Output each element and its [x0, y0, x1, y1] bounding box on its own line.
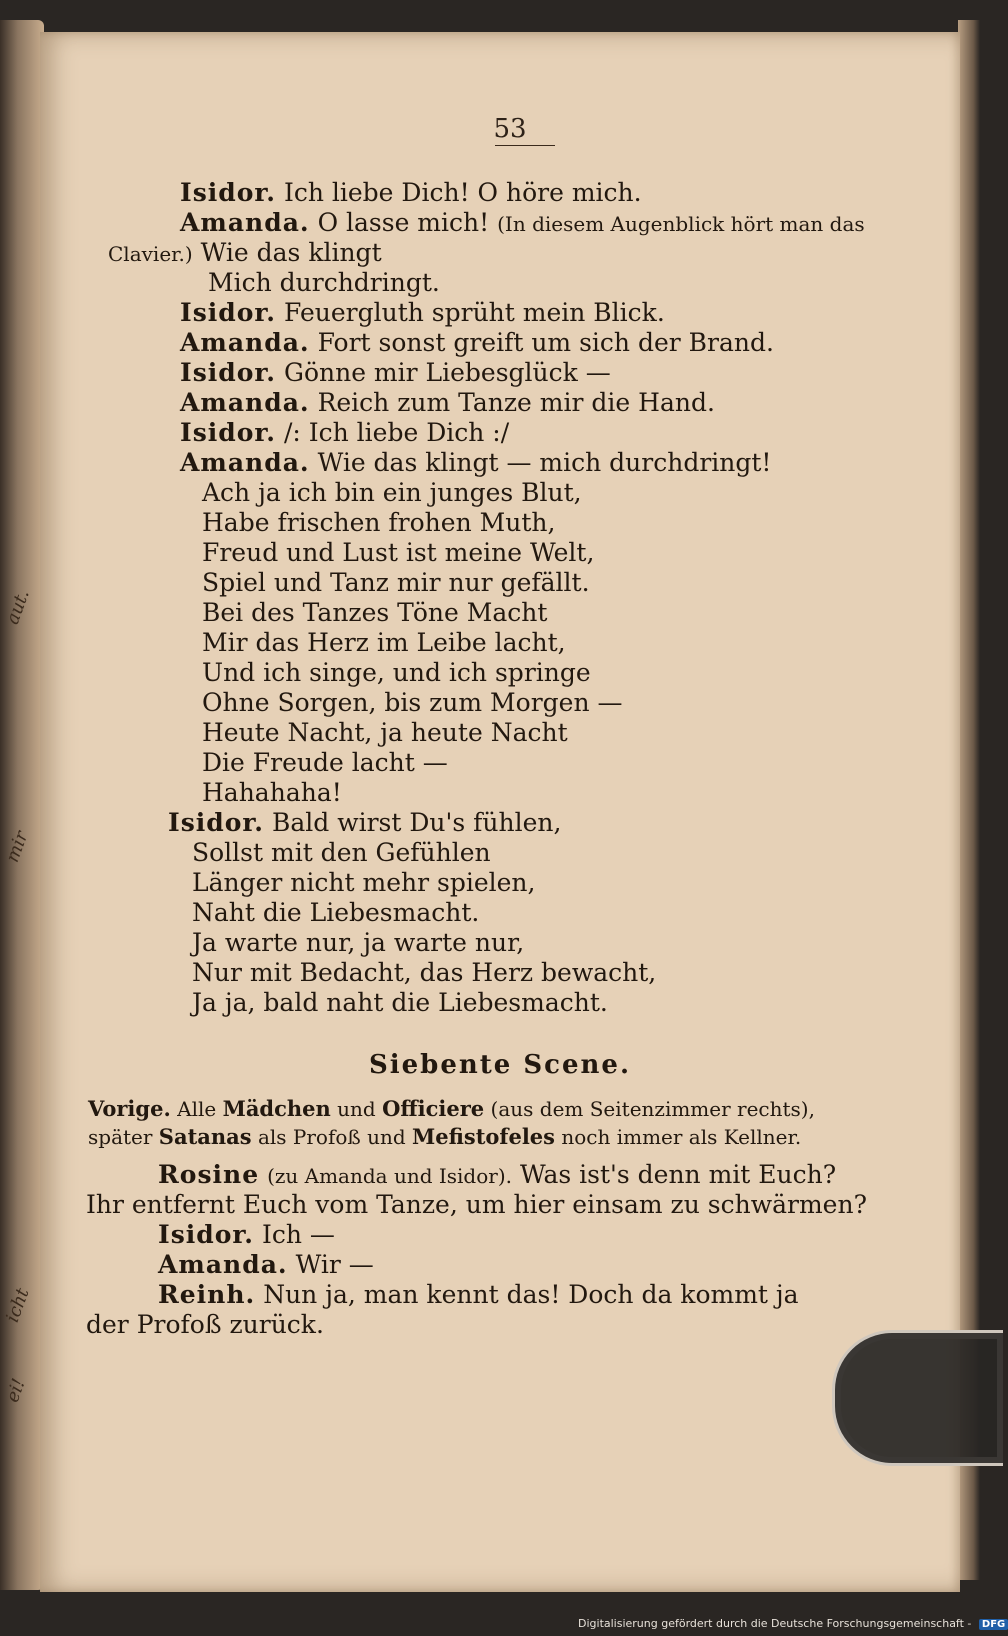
verse-line: Und ich singe, und ich springe — [202, 658, 591, 687]
verse-line: Ach ja ich bin ein junges Blut, — [202, 478, 582, 507]
stage-role: Vorige. — [88, 1096, 171, 1121]
dialogue-line — [158, 1250, 374, 1280]
stage-role: Mefistofeles — [412, 1124, 555, 1149]
dialogue-text: /: Ich liebe Dich :/ — [283, 418, 510, 447]
dialogue-text: Wie das klingt — [200, 238, 382, 267]
dialogue-line — [158, 1160, 836, 1191]
verse-line: Länger nicht mehr spielen, — [192, 868, 536, 897]
left-page-fragment: aut. — [2, 586, 34, 628]
verse-line: Ja ja, bald naht die Liebesmacht. — [192, 988, 608, 1017]
speaker-name: Isidor. — [180, 298, 277, 327]
stage-text: Alle — [177, 1097, 217, 1121]
page-number-rule — [495, 145, 555, 146]
left-page-fragment: mir — [2, 828, 33, 866]
left-page-fragment: icht — [2, 1285, 34, 1326]
speaker-name: Isidor. — [180, 178, 277, 207]
dialogue-line — [180, 298, 665, 328]
dialogue-line: der Profoß zurück. — [86, 1310, 324, 1339]
verse-line: Spiel und Tanz mir nur gefällt. — [202, 568, 590, 597]
verse-line: Ohne Sorgen, bis zum Morgen — — [202, 688, 623, 717]
verse-line: Hahahaha! — [202, 778, 342, 807]
verse-line: Habe frischen frohen Muth, — [202, 508, 556, 537]
verse-line: Bei des Tanzes Töne Macht — [202, 598, 548, 627]
dialogue-text: Wie das klingt — mich durchdringt! — [317, 448, 772, 477]
speaker-name: Isidor. — [158, 1220, 255, 1249]
left-page-fragment: ei! — [2, 1375, 30, 1406]
stage-direction — [88, 1122, 801, 1152]
stage-text: noch immer als Kellner. — [561, 1125, 802, 1149]
verse-line: Die Freude lacht — — [202, 748, 448, 777]
speaker-name: Isidor. — [180, 418, 277, 447]
speaker-name: Rosine — [158, 1160, 260, 1189]
speaker-name: Amanda. — [180, 388, 310, 417]
dialogue-text: Reich zum Tanze mir die Hand. — [317, 388, 715, 417]
stage-role: Satanas — [158, 1124, 252, 1149]
verse-line: Sollst mit den Gefühlen — [192, 838, 491, 867]
dialogue-line — [180, 328, 774, 358]
verse-line: Freud und Lust ist meine Welt, — [202, 538, 595, 567]
dialogue-line — [168, 808, 561, 838]
dialogue-text: Feuergluth sprüht mein Blick. — [283, 298, 665, 327]
stage-direction: (In diesem Augenblick hört man das — [497, 212, 865, 236]
speaker-name: Amanda. — [180, 208, 310, 237]
dialogue-text: Ich liebe Dich! O höre mich. — [283, 178, 642, 207]
left-page-edge — [0, 20, 44, 1590]
footer-text: Digitalisierung gefördert durch die Deutsche Forschungsgemeinschaft - — [578, 1617, 972, 1630]
dialogue-line — [180, 448, 771, 478]
stage-direction — [88, 1094, 815, 1124]
stage-text: (aus dem Seitenzimmer rechts), — [490, 1097, 815, 1121]
dialogue-line: Ihr entfernt Euch vom Tanze, um hier einsam zu schwärmen? — [86, 1190, 867, 1219]
stage-role: Mädchen — [222, 1096, 331, 1121]
digitization-footer — [578, 1617, 1008, 1630]
verse-line: Mir das Herz im Leibe lacht, — [202, 628, 566, 657]
speaker-name: Amanda. — [180, 448, 310, 477]
verse-line: Naht die Liebesmacht. — [192, 898, 480, 927]
dialogue-text: Fort sonst greift um sich der Brand. — [317, 328, 774, 357]
speaker-name: Isidor. — [180, 358, 277, 387]
speaker-name: Reinh. — [158, 1280, 256, 1309]
verse-line: Heute Nacht, ja heute Nacht — [202, 718, 568, 747]
stage-direction: (zu Amanda und Isidor). — [267, 1164, 512, 1188]
dialogue-line — [180, 358, 611, 388]
page-clip — [832, 1330, 1003, 1466]
stage-text: später — [88, 1125, 153, 1149]
stage-text: und — [337, 1097, 376, 1121]
speaker-name: Amanda. — [158, 1250, 288, 1279]
dialogue-line — [180, 388, 715, 418]
dfg-logo: DFG — [979, 1619, 1008, 1630]
dialogue-text: Ich — — [261, 1220, 335, 1249]
verse-line: Ja warte nur, ja warte nur, — [192, 928, 525, 957]
dialogue-text: Bald wirst Du's fühlen, — [271, 808, 562, 837]
dialogue-text: Wir — — [295, 1250, 374, 1279]
scene-heading: Siebente Scene. — [368, 1050, 632, 1080]
dialogue-text: Mich durchdringt. — [208, 268, 440, 297]
dialogue-text: Was ist's denn mit Euch? — [519, 1160, 837, 1189]
page-number: 53 — [493, 114, 527, 144]
dialogue-text: Gönne mir Liebesglück — — [283, 358, 611, 387]
stage-role: Officiere — [382, 1096, 485, 1121]
dialogue-line — [180, 208, 865, 239]
dialogue-line — [158, 1280, 799, 1310]
dialogue-line — [158, 1220, 335, 1250]
dialogue-text: O lasse mich! — [317, 208, 490, 237]
stage-direction: Clavier.) — [108, 242, 193, 266]
speaker-name: Amanda. — [180, 328, 310, 357]
dialogue-line — [108, 238, 382, 269]
dialogue-text: Nun ja, man kennt das! Doch da kommt ja — [263, 1280, 799, 1309]
verse-line: Nur mit Bedacht, das Herz bewacht, — [192, 958, 657, 987]
dialogue-line — [208, 268, 440, 298]
speaker-name: Isidor. — [168, 808, 265, 837]
stage-text: als Profoß und — [257, 1125, 406, 1149]
dialogue-line — [180, 178, 642, 208]
book-page — [40, 32, 960, 1592]
dialogue-line — [180, 418, 509, 448]
